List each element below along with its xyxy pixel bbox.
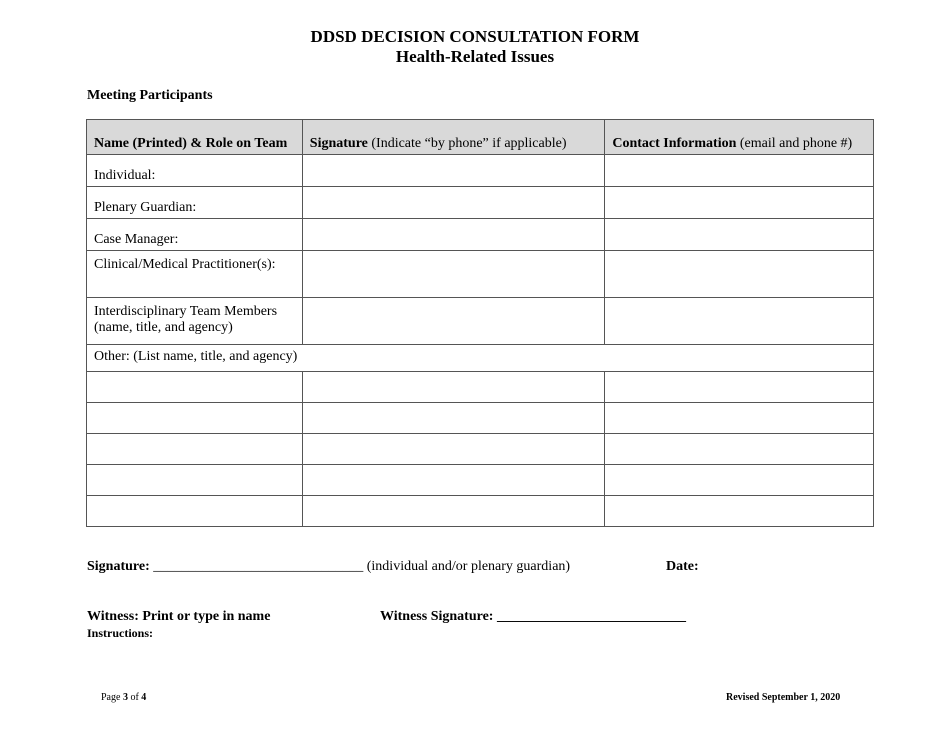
table-row xyxy=(87,403,874,434)
table-row-idt xyxy=(87,298,874,345)
table-row xyxy=(87,372,874,403)
form-title xyxy=(0,27,950,67)
table-row xyxy=(87,465,874,496)
table-header-row xyxy=(87,120,874,155)
row-label-case-manager: Case Manager: xyxy=(87,219,303,251)
row-label-individual: Individual: xyxy=(87,155,303,187)
witness-signature-line[interactable]: ___________________________ xyxy=(496,609,686,624)
instructions-label: Instructions: xyxy=(87,626,154,640)
idt-line-1: Interdisciplinary Team Members xyxy=(94,304,278,319)
contact-cell[interactable] xyxy=(605,434,874,465)
witness-signature xyxy=(380,609,686,625)
name-cell[interactable] xyxy=(87,434,303,465)
signature-cell[interactable] xyxy=(302,465,605,496)
signature-cell[interactable] xyxy=(302,403,605,434)
contact-cell[interactable] xyxy=(605,372,874,403)
contact-cell[interactable] xyxy=(605,298,874,345)
contact-cell[interactable] xyxy=(605,465,874,496)
signature-row xyxy=(87,559,887,575)
table-row-plenary-guardian xyxy=(87,187,874,219)
header-name-role: Name (Printed) & Role on Team xyxy=(87,120,303,155)
name-cell[interactable] xyxy=(87,403,303,434)
table-row xyxy=(87,434,874,465)
idt-line-2: (name, title, and agency) xyxy=(94,320,233,335)
signature-cell[interactable] xyxy=(302,298,605,345)
row-label-other: Other: (List name, title, and agency) xyxy=(87,345,874,372)
name-cell[interactable] xyxy=(87,372,303,403)
signature-cell[interactable] xyxy=(302,251,605,298)
signature-note: (individual and/or plenary guardian) xyxy=(363,559,571,574)
revised-date: Revised September 1, 2020 xyxy=(726,692,841,703)
witness-print-label: Witness: Print or type in name xyxy=(87,609,271,624)
signature-label: Signature: xyxy=(87,559,150,574)
witness-signature-label: Witness Signature: xyxy=(380,609,494,624)
signature-cell[interactable] xyxy=(302,187,605,219)
contact-cell[interactable] xyxy=(605,219,874,251)
header-contact-info: Contact Information (email and phone #) xyxy=(605,120,874,155)
table-row-other xyxy=(87,345,874,372)
form-subtitle: Health-Related Issues xyxy=(395,47,555,66)
signature-line[interactable]: ______________________________ xyxy=(153,559,364,574)
name-cell[interactable] xyxy=(87,465,303,496)
participants-table xyxy=(86,119,874,527)
page-number: Page 3 of 4 xyxy=(101,692,147,703)
signature-cell[interactable] xyxy=(302,496,605,527)
table-row-individual xyxy=(87,155,874,187)
signature-cell[interactable] xyxy=(302,372,605,403)
contact-cell[interactable] xyxy=(605,155,874,187)
name-cell[interactable] xyxy=(87,496,303,527)
contact-cell[interactable] xyxy=(605,187,874,219)
contact-cell[interactable] xyxy=(605,496,874,527)
signature-cell[interactable] xyxy=(302,434,605,465)
table-row-case-manager xyxy=(87,219,874,251)
row-label-idt xyxy=(87,298,303,345)
signature-cell[interactable] xyxy=(302,219,605,251)
form-title-main: DDSD DECISION CONSULTATION FORM xyxy=(310,27,640,46)
table-row xyxy=(87,496,874,527)
contact-cell[interactable] xyxy=(605,403,874,434)
signature-cell[interactable] xyxy=(302,155,605,187)
table-row-clinical xyxy=(87,251,874,298)
row-label-clinical: Clinical/Medical Practitioner(s): xyxy=(87,251,303,298)
row-label-plenary-guardian: Plenary Guardian: xyxy=(87,187,303,219)
date-label: Date: xyxy=(666,559,699,574)
header-signature: Signature (Indicate “by phone” if applicable) xyxy=(302,120,605,155)
contact-cell[interactable] xyxy=(605,251,874,298)
meeting-participants-heading: Meeting Participants xyxy=(87,88,213,103)
